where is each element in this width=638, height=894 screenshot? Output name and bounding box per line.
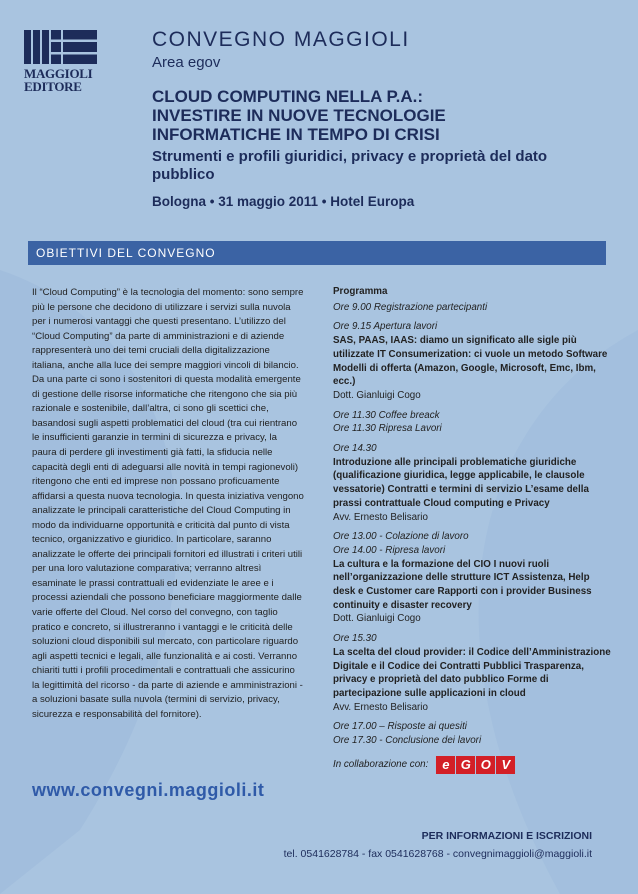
contact-label: PER INFORMAZIONI E ISCRIZIONI [421,830,592,842]
program-item [333,301,611,315]
header [152,28,622,209]
program-item [333,442,611,524]
main-title: CLOUD COMPUTING NELLA P.A.: INVESTIRE IN NUOVE TECNOLOGIE INFORMATICHE IN TEMPO DI CRISI [152,87,446,144]
maggioli-logo [24,30,104,93]
program-items [333,301,611,748]
program-time: Ore 11.30 Coffee breack [333,409,440,421]
program-talk: La cultura e la formazione del CIO I nuovi ruoli nell’organizzazione delle strutture ICT Assistenza, Help desk e Customer care Rapporti con i provider Business continuity e disaster recovery [333,558,592,611]
program-time: Ore 14.00 - Ripresa lavori [333,544,446,556]
egov-letter: G [456,756,475,774]
program-time: Ore 13.00 - Colazione di lavoro [333,531,469,543]
section-title: OBIETTIVI DEL CONVEGNO [36,246,216,260]
program [333,285,611,774]
program-item [333,320,611,402]
logo-mark [24,30,104,64]
program-heading: Programma [333,286,388,297]
logo-text: MAGGIOLI EDITORE [24,66,93,94]
program-talk: SAS, PAAS, IAAS: diamo un significato alle sigle più utilizzate IT Consumerization: ci vuole un metodo Software Modelli di offerta (Amazon, Google, Microsoft, Emc, Ibm, ecc.) [333,335,608,388]
program-item [333,409,611,436]
program-item [333,530,611,626]
contact-info [284,830,592,860]
program-talk: La scelta del cloud provider: il Codice dell’Amministrazione Digitale e il Codice dei Contratti Pubblici Trasparenza, privacy e proprietà del dato pubblico Forme di partecipazione sulle applicazioni in cloud [333,646,611,699]
program-time: Ore 14.30 [333,443,377,455]
website-link[interactable]: www.convegni.maggioli.it [32,780,265,800]
contact-details: tel. 0541628784 - fax 0541628768 - convegnimaggioli@maggioli.it [283,848,592,860]
program-time: Ore 11.30 Ripresa Lavori [333,423,442,435]
egov-letter: V [496,756,515,774]
program-time: Ore 17.30 - Conclusione dei lavori [333,735,482,747]
event-details: Bologna • 31 maggio 2011 • Hotel Europa [152,194,415,209]
collaboration [333,756,611,774]
egov-logo [436,756,515,774]
egov-letter: O [476,756,495,774]
objectives-text: Il “Cloud Computing” è la tecnologia del momento: sono sempre più le persone che decidono di utilizzare i servizi sulla nuvola per i numerosi vantaggi che questi presentano. L’utilizzo del “Cloud Computing” da parte di amministrazioni e di aziende rappresenterà uno dei temi cruciali della digitalizzazione italiana, anche alla luce dei sempre maggiori vincoli di bilancio. Da una parte ci sono i sostenitori di questa modalità emergente di gestione delle risorse informatiche che ritengono che sia più razionale e sostenibile, dall’altra, ci sono gli scettici che, basandosi sugli aspetti problematici del cloud (tra cui rientrano le insufficienti garanzie in termini di sicurezza e privacy, la paura di perdere gli investimenti già fatti, la sfiducia nelle capacità degli enti di adeguarsi alle novità in tempi ragionevoli) ritengono che enti ed imprese non possano proficuamente affidarsi a questa nuova tecnologia. In questa iniziativa vengono analizzate le principali caratteristiche del Cloud Computing in modo da individuarne opportunità e criticità dal punto di vista tecnico, organizzativo e giuridico. In particolare, saranno analizzate le offerte dei principali fornitori ed illustrati i criteri utili per una loro valutazione comparativa; verranno altresì esaminate le prassi contrattuali ed evidenziate le aree e i processi aziendali che possono beneficiare maggiormente dalle varie offerte del Cloud. Nel corso del convegno, con taglio pratico e concreto, si illustreranno i vantaggi e le criticità delle soluzioni cloud disponibili sul mercato, con particolare riguardo agli aspetti tecnici e legali, alle funzionalità e ai costi. Verranno chiariti tutti i profili procedimentali e contrattuali che assicurino la legittimità del ricorso - da parte di aziende e amministrazioni - a soluzioni basate sulla nuvola (termini di servizio, privacy, sicurezza e responsabilità del fornitore). [32,287,304,720]
area-label: Area egov [152,54,221,71]
program-time: Ore 9.15 Apertura lavori [333,321,438,333]
program-time: Ore 17.00 – Risposte ai quesiti [333,721,467,733]
program-speaker: Dott. Gianluigi Cogo [333,389,421,401]
collab-label: In collaborazione con: [333,758,429,770]
program-speaker: Avv. Ernesto Belisario [333,701,428,713]
program-talk: Introduzione alle principali problematiche giuridiche (qualificazione giuridica, legge applicabile, le clausole vessatorie) Contratti e termini di servizio L’esame della prassi contrattuale Cloud computing e Privacy [333,456,589,509]
section-header [28,241,606,265]
program-time: Ore 9.00 Registrazione partecipanti [333,301,488,313]
program-time: Ore 15.30 [333,633,377,645]
program-speaker: Avv. Ernesto Belisario [333,511,428,523]
program-item [333,632,611,714]
subtitle: Strumenti e profili giuridici, privacy e proprietà del dato pubblico [152,148,548,183]
program-item [333,720,611,747]
program-speaker: Dott. Gianluigi Cogo [333,613,421,625]
egov-letter: e [436,756,455,774]
conference-title: CONVEGNO MAGGIOLI [152,28,410,51]
